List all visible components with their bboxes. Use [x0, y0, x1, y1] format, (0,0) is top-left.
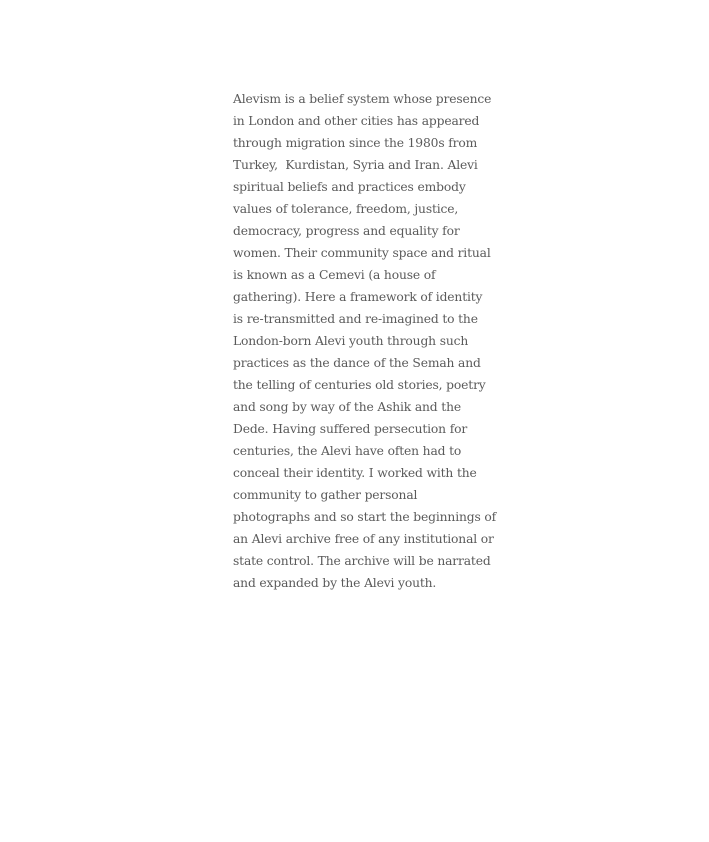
text-line: an Alevi archive free of any institutional or — [233, 532, 494, 546]
text-line: practices as the dance of the Semah and — [233, 356, 481, 370]
text-line: through migration since the 1980s from — [233, 136, 478, 150]
text-line: Dede. Having suffered persecution for — [233, 422, 468, 436]
text-line: and expanded by the Alevi youth. — [233, 576, 437, 590]
text-line: centuries, the Alevi have often had to — [233, 444, 462, 458]
text-line: in London and other cities has appeared — [233, 114, 480, 128]
text-line: Turkey, Kurdistan, Syria and Iran. Alevi — [233, 158, 478, 172]
text-line: London-born Alevi youth through such — [233, 334, 469, 348]
text-line: the telling of centuries old stories, poetry — [233, 378, 486, 392]
text-line: spiritual beliefs and practices embody — [233, 180, 466, 194]
text-line: gathering). Here a framework of identity — [233, 290, 483, 304]
body-paragraph — [233, 88, 497, 594]
text-line: state control. The archive will be narrated — [233, 554, 491, 568]
text-line: women. Their community space and ritual — [233, 246, 491, 260]
text-line: is re-transmitted and re-imagined to the — [233, 312, 478, 326]
text-line: photographs and so start the beginnings of — [233, 510, 497, 524]
text-line: democracy, progress and equality for — [233, 224, 460, 238]
text-line: values of tolerance, freedom, justice, — [233, 202, 459, 216]
text-line: is known as a Cemevi (a house of — [233, 268, 436, 282]
text-line: Alevism is a belief system whose presence — [233, 92, 492, 106]
text-line: and song by way of the Ashik and the — [233, 400, 461, 414]
text-line: community to gather personal — [233, 488, 418, 502]
text-line: conceal their identity. I worked with the — [233, 466, 477, 480]
